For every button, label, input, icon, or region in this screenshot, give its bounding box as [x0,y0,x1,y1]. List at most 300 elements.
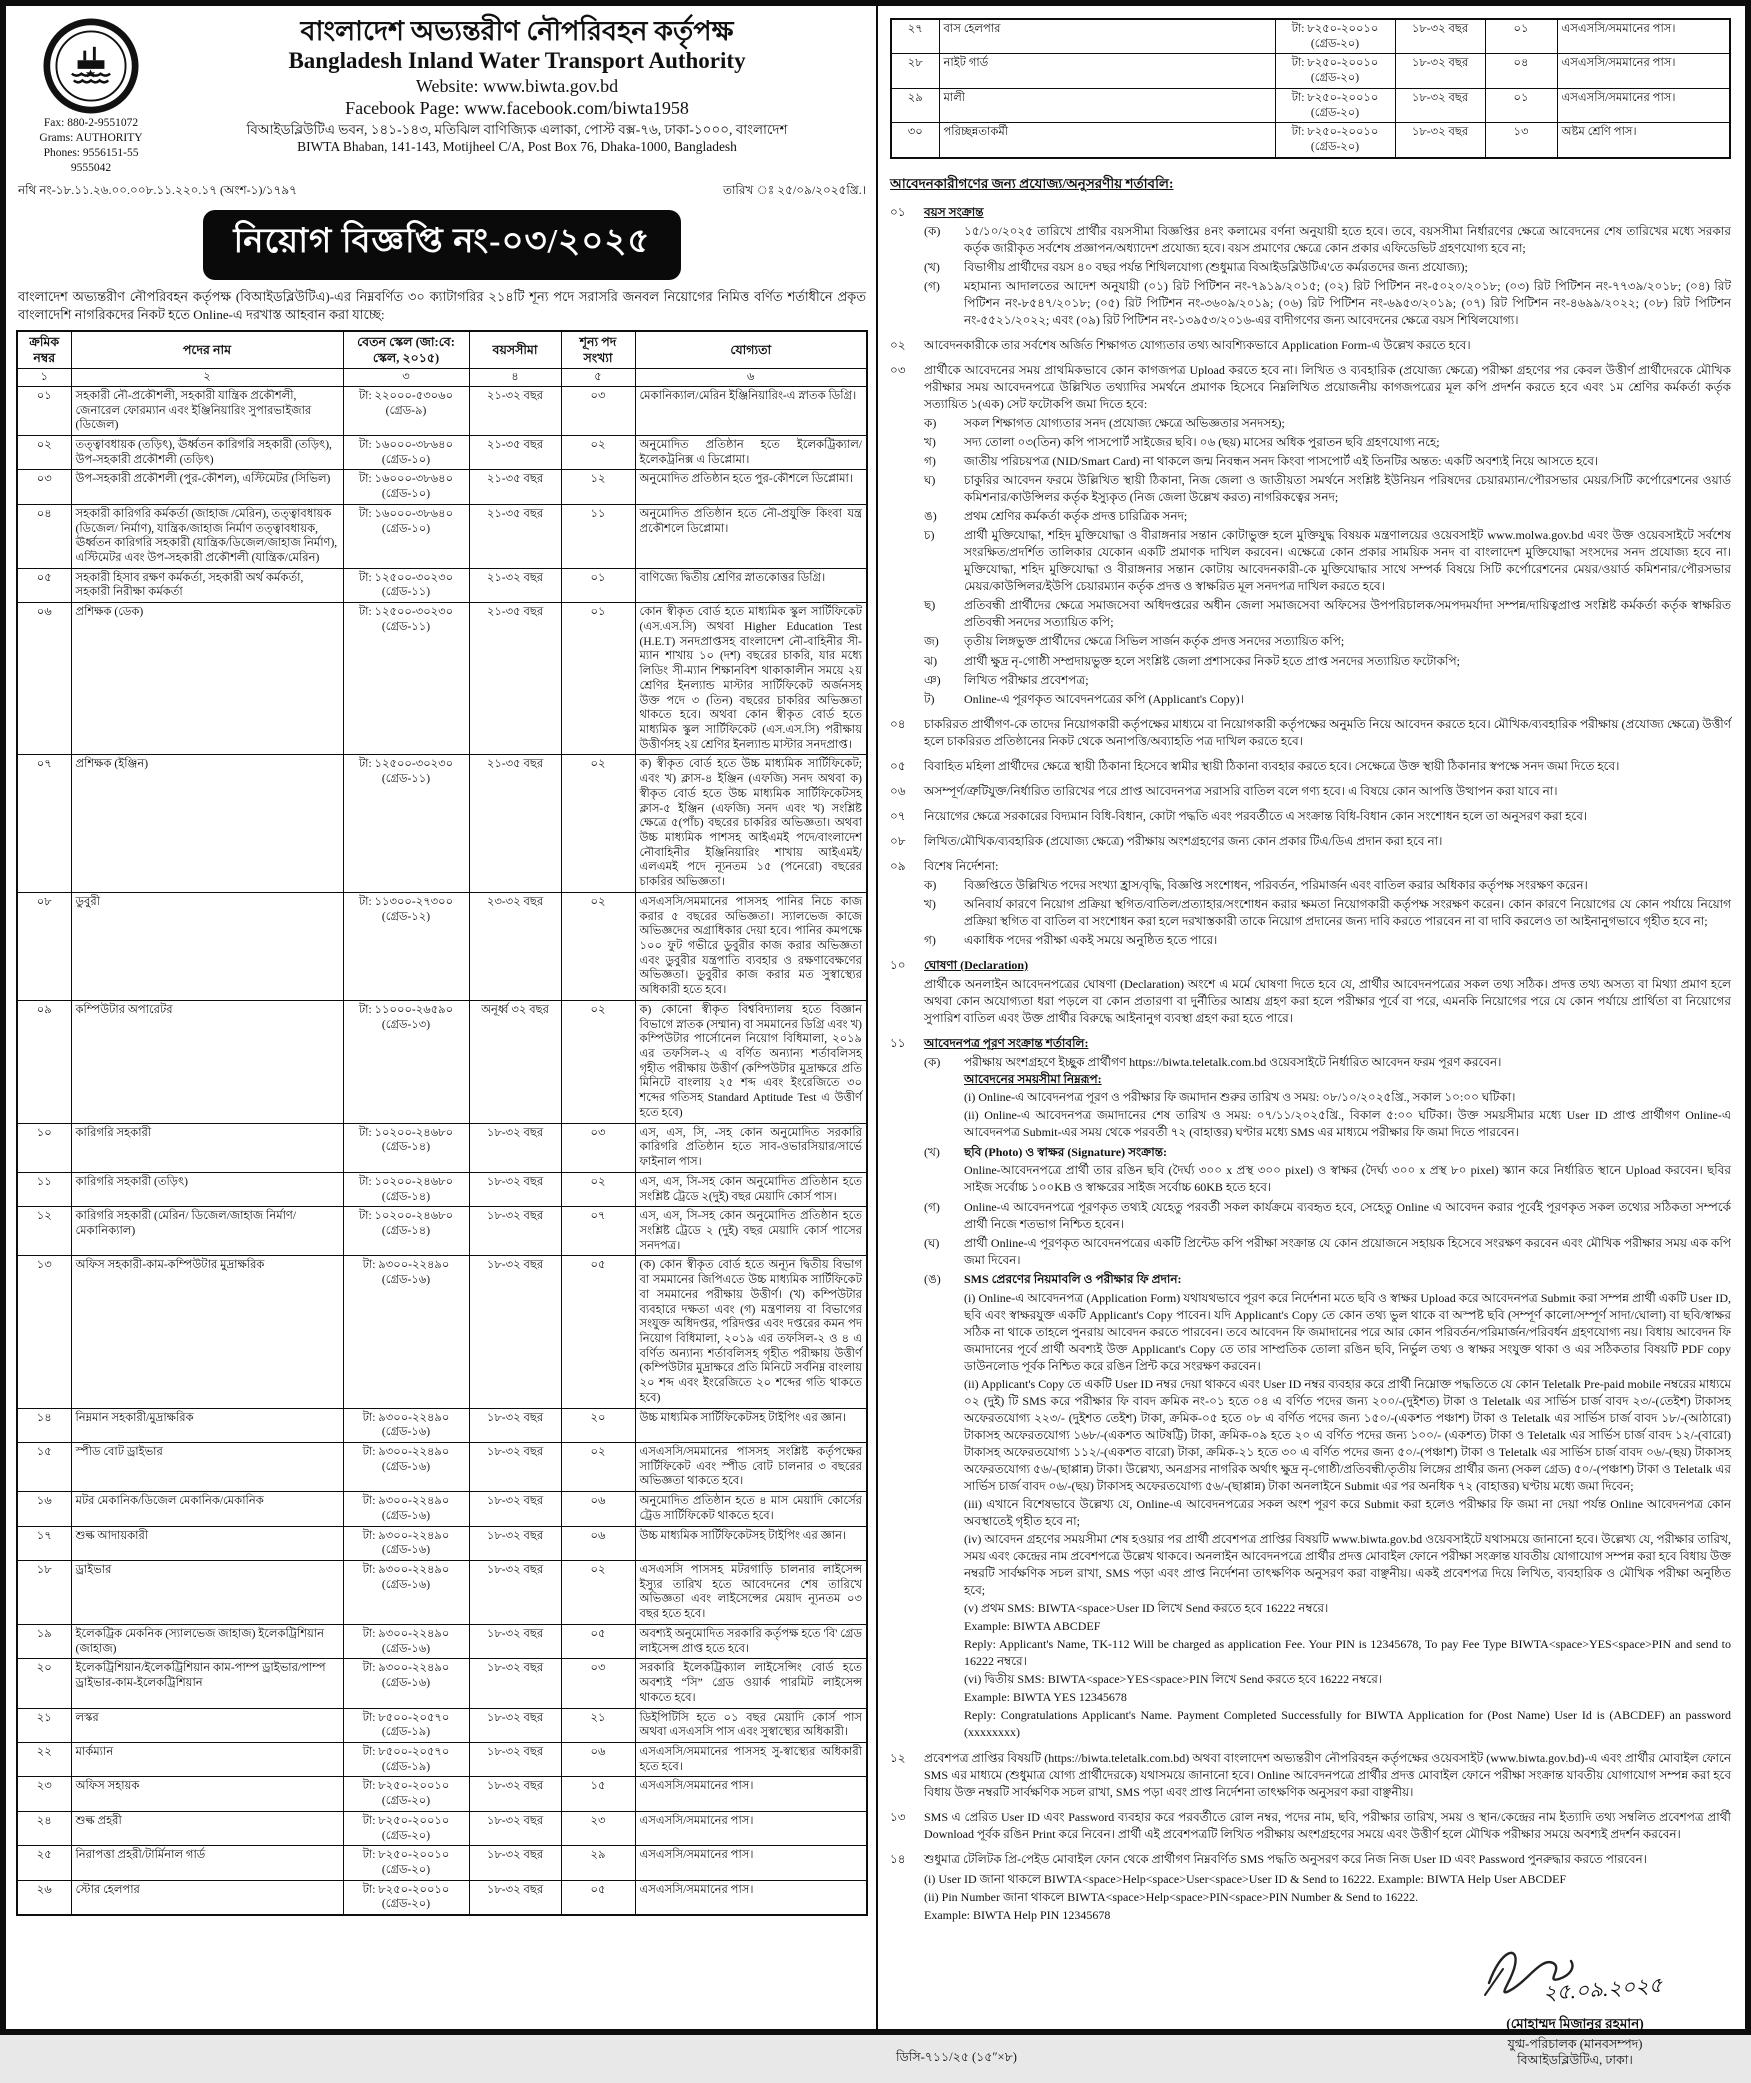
sub-item-body [964,932,1731,949]
cell-vacancy: ০১ [561,568,635,602]
memo-number: নথি নং-১৮.১১.২৬.০০.০০৮.১১.২২০.১৭ (অংশ-১)/১৭৯৭ [18,182,297,197]
cell-serial: ১৪ [17,1408,71,1442]
condition-sub-item [924,453,1731,470]
position-row [17,1811,867,1845]
sub-item-text: Online-এ আবেদনপত্রে পূরণকৃত তথ্যই যেহেতু পরবর্তী সকল কার্যক্রমে ব্যবহৃত হবে, সেহেতু Online এ আবেদন করার পূর্বেই পূরণকৃত সকল তথ্যের সঠিকতা সম্পর্কে প্রার্থী নিজে শতভাগ নিশ্চিত হবেন। [964,1200,1731,1232]
pay-scale-grade: (গ্রেড-১১) [381,586,431,599]
cell-qualification: বাণিজ্যে দ্বিতীয় শ্রেণির স্নাতকোত্তর ডিগ্রি। [635,568,867,602]
sub-item-body [964,1199,1731,1233]
cell-pay-scale [1275,88,1395,122]
pay-scale-amount: টা: ৯৩০০-২২৪৯০ [362,1529,450,1542]
cell-pay-scale [343,1624,469,1658]
footer-code: ডিসি-৭১১/২৫ (১৫″×৮) [896,2050,1017,2065]
cell-serial: ০৮ [17,892,71,1000]
cell-pay-scale [1275,19,1395,54]
condition-body [924,758,1731,777]
signature-art [1465,1939,1685,2013]
cell-post-name: ড্রাইভার [71,1561,343,1625]
cell-age-limit: ১৮-৩২ বছর [469,1172,561,1206]
sub-item-heading: ছবি (Photo) ও স্বাক্ষর (Signature) সংক্রান্ত: [964,1145,1167,1160]
condition-sub-item [924,1144,1731,1197]
grams-line: Grams: AUTHORITY [39,131,143,144]
sub-item-label: (ক) [924,223,941,238]
cell-qualification: এসএসসি/সমমানের পাসসহ সু-স্বাস্থ্যের অধিকারী হতে হবে। [635,1742,867,1776]
condition-number: ১৩ [890,1810,906,1825]
pay-scale-grade: (গ্রেড-১৪) [381,1190,431,1203]
cell-post-name: মটর মেকানিক/ডিজেল মেকানিক/মেকানিক [71,1492,343,1526]
cell-post-name: সহকারী নৌ-প্রকৌশলী, সহকারী যান্ত্রিক প্রকৌশলী, জেনারেল ফোরম্যান এবং ইঞ্জিনিয়ারিং সুপারভাইজার (ডিজেল) [71,386,343,435]
pay-scale-amount: টা: ৮২৫০-২০০১০ [362,1849,450,1862]
cell-serial: ১৩ [17,1256,71,1408]
condition-body [924,362,1731,710]
sub-item-label: ঙ) [924,509,937,524]
cell-vacancy: ১২ [561,470,635,504]
cell-vacancy: ০৪ [1485,54,1557,88]
pay-scale-amount: টা: ৮২৫০-২০০১০ [1291,57,1379,70]
cell-pay-scale [343,1742,469,1776]
fax-line: Fax: 880-2-9551072 [43,117,139,129]
pay-scale-amount: টা: ৯৩০০-২২৪৯০ [362,1411,450,1424]
pay-scale-grade: (গ্রেড-১৬) [381,1274,431,1287]
condition-sub-item [924,223,1731,257]
cell-post-name: নাইট গার্ড [939,54,1275,88]
position-row [17,1561,867,1625]
cell-qualification: ডিইপিটিসি হতে ০১ বছর মেয়াদি কোর্স পাস অথবা এসএসসি পাস এবং সুস্বাস্থ্যের অধিকারী। [635,1708,867,1742]
pay-scale-amount: টা: ৯৩০০-২২৪৯০ [362,1259,450,1272]
address-bn: বিআইডব্লিউটিএ ভবন, ১৪১-১৪৩, মতিঝিল বাণিজ্যিক এলাকা, পোস্ট বক্স-৭৬, ঢাকা-১০০০, বাংলাদেশ [246,121,788,137]
cell-serial: ৩০ [891,123,939,158]
cell-vacancy: ০৩ [561,1659,635,1708]
cell-qualification: এস, এস, সি-সহ কোন অনুমোদিত প্রতিষ্ঠান হতে সংশ্লিষ্ট ট্রেডে ২ (দুই) বছর মেয়াদি কোর্স পাসের সনদপত্র। [635,1207,867,1256]
condition-item [890,716,1731,752]
condition-body [924,337,1731,356]
cell-pay-scale [343,1123,469,1172]
position-row [891,123,1730,158]
position-row [17,1624,867,1658]
notice-title-badge: নিয়োগ বিজ্ঞপ্তি নং-০৩/২০২৫ [203,210,680,280]
sub-item-line: Reply: Congratulations Applicant's Name. Payment Completed Successfully for BIWTA Application for (Post Name) User Id is (ABCDEF) an password (xxxxxxxx) [964,1708,1731,1740]
cell-post-name: কারিগরি সহকারী [71,1123,343,1172]
position-row [17,1000,867,1123]
condition-item [890,337,1731,356]
cell-serial: ১৬ [17,1492,71,1526]
pay-scale-grade: (গ্রেড-২০) [381,1795,431,1808]
sub-item-text: সকল শিক্ষাগত যোগ্যতার সনদ (প্রযোজ্য ক্ষেত্রে অভিজ্ঞতার সনদসহ); [964,416,1285,431]
cell-age-limit: ১৮-৩২ বছর [1395,88,1485,122]
position-row [891,88,1730,122]
sub-item-label: ট) [924,691,935,706]
cell-age-limit: ১৮-৩২ বছর [469,1846,561,1880]
position-row [17,1526,867,1560]
cell-age-limit: ২১-৩৫ বছর [469,504,561,568]
condition-number: ১০ [890,957,906,972]
position-row [17,568,867,602]
condition-body [924,833,1731,852]
positions-table-left [16,330,868,1916]
col-header-age: বয়সসীমা [469,331,561,369]
cell-pay-scale [343,1000,469,1123]
condition-heading: আবেদনপত্র পূরণ সংক্রান্ত শর্তাবলি: [924,1036,1089,1051]
sub-item-text: সদ্য তোলা ০৩(তিন) কপি পাসপোর্ট সাইজের ছবি। ০৬ (ছয়) মাসের অধিক পুরাতন ছবি গ্রহণযোগ্য নহে; [964,435,1440,450]
cell-age-limit: ১৮-৩২ বছর [469,1811,561,1845]
position-row [17,1742,867,1776]
condition-sub-item [924,932,1731,949]
pay-scale-grade: (গ্রেড-১০) [381,488,431,501]
pay-scale-grade: (গ্রেড-২০) [1310,141,1360,154]
cell-qualification: অনুমোদিত প্রতিষ্ঠান হতে পুর-কৌশলে ডিপ্লোমা। [635,470,867,504]
sub-item-text: প্রার্থী মুক্তিযোদ্ধা, শহিদ মুক্তিযোদ্ধা ও বীরাঙ্গনার সন্তান কোটাভুক্ত হলে মুক্তিযুদ্ধ বিষয়ক মন্ত্রণালয়ের ওয়েবসাইট www.molwa.gov.bd এবং উক্ত ওয়েবসাইটে সর্বশেষ সংরক্ষিত/প্রদর্শিত তালিকার যেকোন একটি প্রমাণক দাখিল করবেন। এক্ষেত্রে কোন প্রকার সাময়িক সনদ বা বাংলাদেশ মুক্তিযোদ্ধা সংসদের সনদ প্রযোজ্য হবে না। মুক্তিযোদ্ধা, শহিদ মুক্তিযোদ্ধা ও বীরাঙ্গনার সন্তান কোটায় আবেদনকারী-কে মুক্তিযোদ্ধার সাথে সম্পর্ক বিষয়ে সিটি কর্পোরেশনের মেয়র/ওয়ার্ড কমিশনার/পৌরসভার মেয়র/কাউন্সিলর/ইউপি চেয়ারম্যান কর্তৃক প্রদত্ত ও স্বাক্ষরিত মূল সনদপত্র দাখিল করতে হবে। [964,528,1731,594]
cell-pay-scale [343,1408,469,1442]
condition-text: বিবাহিত মহিলা প্রার্থীদের ক্ষেত্রে স্থায়ী ঠিকানা হিসেবে স্বামীর স্থায়ী ঠিকানা ব্যবহার করতে হবে। সেক্ষেত্রে উক্ত স্থায়ী ঠিকানার স্বপক্ষে সনদ জমা দিতে হবে। [924,758,1620,773]
position-row [17,1172,867,1206]
cell-vacancy: ২০ [561,1408,635,1442]
cell-vacancy: ০২ [561,1561,635,1625]
condition-line: Example: BIWTA Help PIN 12345678 [924,1907,1111,1922]
sub-item-body [964,434,1731,451]
cell-post-name: স্টোর হেলপার [71,1880,343,1915]
sub-item-text: প্রতিবন্ধী প্রার্থীদের ক্ষেত্রে সমাজসেবা অধিদপ্তরের অধীন জেলা সমাজসেবা অফিসের উপপরিচালক/সমপদমর্যাদা সম্পন্ন/দায়িত্বপ্রাপ্ত সংশ্লিষ্ট কর্মকর্তা কর্তৃক স্বাক্ষরিত প্রতিবন্ধী সনদের সত্যায়িত কপি; [964,598,1731,630]
sub-item-line: (i) Online-এ আবেদনপত্র পূরণ ও পরীক্ষার ফি জমাদান শুরুর তারিখ ও সময়: ০৮/১০/২০২৫খ্রি., সকাল ১০:০০ ঘটিকা। [964,1090,1516,1105]
cell-age-limit: ১৮-৩২ বছর [469,1742,561,1776]
sub-item-text: ১৫/১০/২০২৫ তারিখে প্রার্থীর বয়সসীমা বিজ্ঞপ্তির ৪নং কলামের বর্ণনা অনুযায়ী হতে হবে। তবে, বয়সসীমা নির্ধারণের ক্ষেত্রে আবেদনের শেষ তারিখের মধ্যে সরকার কর্তৃক জারীকৃত সর্বশেষ প্রজ্ঞাপন/অধ্যাদেশ প্রযোজ্য হবে। বয়স প্রমাণের ক্ষেত্রে কোন প্রকার এফিডেভিট গ্রহণযোগ্য হবে না; [964,223,1731,255]
condition-sub-item [924,691,1731,708]
condition-heading: ঘোষণা (Declaration) [924,957,1029,972]
condition-text: অসম্পূর্ণ/ত্রুটিযুক্ত/নির্ধারিত তারিখের পরে প্রাপ্ত আবেদনপত্র সরাসরি বাতিল বলে গণ্য হবে। এ বিষয়ে কোন আপত্তি উত্থাপন করা যাবে না। [924,783,1558,798]
sub-item-line: (ii) Online-এ আবেদনপত্র জমাদানের শেষ তারিখ ও সময়: ০৭/১১/২০২৫খ্রি., বিকাল ৫:০০ ঘটিকা। উক্ত সময়সীমার মধ্যে User ID প্রাপ্ত প্রার্থীগণ Online-এ আবেদনপত্র Submit-এর সময় থেকে পরবর্তী ৭২ (বাহাত্তর) ঘণ্টার মধ্যে SMS এর মাধ্যমে পরীক্ষার ফি জমা দিতে পারবেন। [964,1108,1731,1140]
condition-item [890,957,1731,1029]
signatory-name: (মোহাম্মদ মিজানুর রহমান) [1506,2015,1644,2031]
cell-post-name: অফিস সহকারী-কাম-কম্পিউটার মুদ্রাক্ষরিক [71,1256,343,1408]
cell-qualification: এসএসসি পাসসহ মটরগাড়ি চালনার লাইসেন্স ইস্যুর তারিখ হতে আবেদনের শেষ তারিখে অভিজ্ঞতা এবং লাইসেন্সের মেয়াদ ন্যূনতম ০৩ বছর হতে হবে। [635,1561,867,1625]
positions-table-right-wrap [890,18,1731,159]
col-header-pay: বেতন স্কেল (জা:বে: স্কেল, ২০১৫) [343,331,469,369]
cell-age-limit: ২১-৩২ বছর [469,386,561,435]
cell-vacancy: ২৯ [561,1846,635,1880]
cell-serial: ০২ [17,436,71,470]
cell-vacancy: ০২ [561,1172,635,1206]
sub-item-body [964,653,1731,670]
condition-sub-item [924,1235,1731,1269]
org-name-bn: বাংলাদেশ অভ্যন্তরীণ নৌপরিবহন কর্তৃপক্ষ [300,16,734,46]
cell-age-limit: ২৩-৩২ বছর [469,892,561,1000]
condition-item [890,758,1731,777]
positions-table-right [890,18,1731,159]
condition-sub-item [924,1271,1731,1742]
pay-scale-amount: টা: ৮৫০০-২০৫৭০ [362,1745,450,1758]
position-row [17,1880,867,1915]
sub-item-body [964,527,1731,595]
pay-scale-amount: টা: ১২৫০০-৩০২৩০ [358,571,454,584]
pay-scale-amount: টা: ১২৫০০-৩০২৩০ [358,606,454,619]
biwta-seal-icon [43,18,139,114]
sub-item-label: খ) [924,896,936,911]
condition-sub-item [924,1054,1731,1142]
condition-sub-item [924,877,1731,894]
condition-body [924,957,1731,1029]
cell-vacancy: ০২ [561,892,635,1000]
cell-post-name: কারিগরি সহকারী (মেরিন/ ডিজেল/জাহাজ নির্মাণ/ মেকানিক্যাল) [71,1207,343,1256]
cell-qualification: এসএসসি/সমমানের পাস। [635,1811,867,1845]
cell-qualification: ক) কোনো স্বীকৃত বিশ্ববিদ্যালয় হতে বিজ্ঞান বিভাগে স্নাতক (সম্মান) বা সমমানের ডিগ্রি এবং খ) কম্পিউটার পার্সোনেল নিয়োগ বিধিমালা, ২০১৯ এর তফসিল-২ এ বর্ণিত অন্যান্য শর্তাবলিসহ গৃহীত পরীক্ষায় উত্তীর্ণ (কম্পিউটার মুদ্রাক্ষরে প্রতি মিনিটে বাংলায় ২৫ শব্দ এবং ইংরেজিতে ৩০ শব্দের গতিসহ Standard Aptitude Test এ উত্তীর্ণ হতে হবে) [635,1000,867,1123]
sub-item-label: ছ) [924,598,936,613]
conditions-title: আবেদনকারীগণের জন্য প্রযোজ্য/অনুসরণীয় শর্তাবলি: [890,175,1174,191]
condition-text: SMS এ প্রেরিত User ID এবং Password ব্যবহার করে পরবর্তীতে রোল নম্বর, পদের নাম, ছবি, পরীক্ষার তারিখ, সময় ও স্থান/কেন্দ্রের নাম ইত্যাদি তথ্য সম্বলিত প্রবেশপত্র প্রার্থী Download পূর্বক রঙিন Print করে নিবেন। প্রার্থী এই প্রবেশপত্রটি লিখিত পরীক্ষায় অংশগ্রহণের সময়ে এবং উত্তীর্ণ হলে মৌখিক পরীক্ষার সময়ে অবশ্যই প্রদর্শন করবেন। [924,1810,1731,1842]
cell-serial: ২৮ [891,54,939,88]
cell-pay-scale [343,1207,469,1256]
cell-post-name: অফিস সহায়ক [71,1777,343,1811]
cell-qualification: ক) স্বীকৃত বোর্ড হতে উচ্চ মাধ্যমিক সার্টিফিকেট; এবং খ) ক্লাস-৪ ইঞ্জিন (এফজি) সনদ অথবা ক) স্বীকৃত বোর্ড হতে উচ্চ মাধ্যমিক সার্টিফিকেটসহ ক্লাস-৫ ইঞ্জিন (এফজি) সনদ এবং খ) সংশ্লিষ্ট ক্ষেত্রে ৫(পাঁচ) বছরের চাকরির অভিজ্ঞতা। অথবা উচ্চ মাধ্যমিক পাশসহ আইএমই পদে/বাংলাদেশ নৌবাহিনীর ইঞ্জিনিয়ারিং শাখায় আইএমই/এলএমই পদে ন্যূনতম ১৫ (পনেরো) বছরের চাকরির অভিজ্ঞতা। [635,755,867,892]
sub-item-text: চাকুরির আবেদন ফরমে উল্লিখিত স্থায়ী ঠিকানা, নিজ জেলা ও জাতীয়তা সমর্থনে সংশ্লিষ্ট ইউনিয়ন পরিষদের চেয়ারম্যান/পৌরসভার মেয়র/সিটি কর্পোরেশনের ওয়ার্ড কমিশনার/কাউন্সিলর কর্তৃক ইস্যুকৃত (নিজ জেলা উল্লেখ করত) নাগরিকত্বের সনদ; [964,473,1731,505]
col-number: ৬ [635,369,867,387]
condition-item [890,783,1731,802]
col-number: ২ [71,369,343,387]
condition-sub-item [924,434,1731,451]
cell-vacancy: ০৫ [561,1624,635,1658]
cell-age-limit: অনূর্ধ্ব ৩২ বছর [469,1000,561,1123]
cell-serial: ০৭ [17,755,71,892]
sub-item-body [964,223,1731,257]
pay-scale-grade: (গ্রেড-৯) [385,404,427,417]
cell-serial: ১৯ [17,1624,71,1658]
pay-scale-grade: (গ্রেড-২০) [1310,106,1360,119]
condition-number: ০৭ [890,808,906,823]
cell-age-limit: ১৮-৩২ বছর [469,1659,561,1708]
cell-qualification: অবশ্যই অনুমোদিত সরকারি কর্তৃপক্ষ হতে 'বি' গ্রেড লাইসেন্স প্রাপ্ত হতে হবে। [635,1624,867,1658]
cell-qualification: উচ্চ মাধ্যমিক সার্টিফিকেটসহ টাইপিং এর জ্ঞান। [635,1526,867,1560]
position-row [17,1207,867,1256]
cell-qualification: (ক) কোন স্বীকৃত বোর্ড হতে অন্যূন দ্বিতীয় বিভাগ বা সমমানের জিপিএতে উচ্চ মাধ্যমিক সার্টিফিকেট বা সমমানের পরীক্ষায় উত্তীর্ণ। (খ) কম্পিউটার ব্যবহারে দক্ষতা এবং (গ) মন্ত্রণালয় বা বিভাগের সংযুক্ত অধিদপ্তর, পরিদপ্তর এবং দপ্তরের কমন পদ নিয়োগ বিধিমালা, ২০১৯ এর তফসিল-২ ও ৪ এ বর্ণিত অন্যান্য শর্তাবলিসহ গৃহীত পরীক্ষায় উত্তীর্ণ (কম্পিউটার মুদ্রাক্ষরে প্রতি মিনিটে সর্বনিম্ন বাংলায় ২০ শব্দ এবং ইংরেজিতে ২০ শব্দের গতি থাকতে হবে) [635,1256,867,1408]
pay-scale-amount: টা: ১৬০০০-৩৮৬৪০ [358,473,454,486]
condition-number: ০৪ [890,716,906,731]
cell-age-limit: ২১-৩৫ বছর [469,436,561,470]
condition-body [924,1851,1731,1924]
pay-scale-amount: টা: ১৬০০০-৩৮৬৪০ [358,439,454,451]
condition-body [924,808,1731,827]
cell-post-name: ইলেকট্রিক মেকনিক (স্যালভেজ জাহাজ) ইলেকট্রিশিয়ান (জাহাজ) [71,1624,343,1658]
cell-qualification: অনুমোদিত প্রতিষ্ঠান হতে নৌ-প্রযুক্তি কিংবা যন্ত্র প্রকৌশলে ডিপ্লোমা। [635,504,867,568]
position-row [17,1443,867,1492]
sub-item-label: (গ) [924,1200,940,1215]
condition-body [924,783,1731,802]
cell-age-limit: ২১-৩৫ বছর [469,755,561,892]
cell-serial: ১৫ [17,1443,71,1492]
column-number-row [17,369,867,387]
pay-scale-grade: (গ্রেড-১৬) [381,1509,431,1522]
condition-item [890,858,1731,951]
condition-sub-item [924,259,1731,276]
sub-item-label: গ) [924,932,936,947]
cell-vacancy: ০২ [561,1000,635,1123]
col-number: ৪ [469,369,561,387]
cell-pay-scale [343,1492,469,1526]
position-row [891,54,1730,88]
positions-rows-left [17,386,867,1915]
cell-pay-scale [343,1880,469,1915]
cell-pay-scale [1275,54,1395,88]
condition-number: ১২ [890,1751,906,1766]
cell-serial: ২০ [17,1659,71,1708]
notice-title-wrap [16,210,868,280]
sub-item-label: (খ) [924,1145,940,1160]
cell-vacancy: ০৭ [561,1207,635,1256]
condition-sub-item [924,633,1731,650]
pay-scale-amount: টা: ৯৩০০-২২৪৯০ [362,1564,450,1577]
facebook-line: Facebook Page: www.facebook.com/biwta1958 [345,98,689,119]
cell-serial: ১২ [17,1207,71,1256]
cell-pay-scale [343,755,469,892]
cell-serial: ২৩ [17,1777,71,1811]
signature-block [1465,1939,1685,2070]
cell-qualification: অনুমোদিত প্রতিষ্ঠান হতে ইলেকট্রিক্যাল/ইলেকট্রনিক্স এ ডিপ্লোমা। [635,436,867,470]
cell-age-limit: ১৮-৩২ বছর [469,1443,561,1492]
cell-vacancy: ০৬ [561,1526,635,1560]
signatory-org: বিআইডব্লিউটিএ, ঢাকা। [1517,2053,1633,2068]
pay-scale-grade: (গ্রেড-১৩) [381,1018,431,1031]
sub-item-body [964,1144,1731,1197]
condition-sub-item [924,1199,1731,1233]
condition-sub-item [924,527,1731,595]
cell-pay-scale [343,1561,469,1625]
sub-item-label: (ক) [924,1055,941,1070]
sub-item-label: (গ) [924,278,940,293]
position-row [17,1846,867,1880]
condition-text: আবেদনকারীকে তার সর্বশেষ অর্জিত শিক্ষাগত যোগ্যতার তথ্য আবশ্যিকভাবে Application Form-এ উল্লেখ করতে হবে। [924,337,1471,352]
condition-text: প্রার্থীকে আবেদনের সময় প্রাথমিকভাবে কোন কাগজপত্র Upload করতে হবে না। লিখিত ও ব্যবহারিক (প্রযোজ্য ক্ষেত্রে) পরীক্ষা গ্রহণের পর কেবল উত্তীর্ণ প্রার্থীদেরকে মৌখিক পরীক্ষার সময় আবেদনপত্রে উল্লিখিত তথ্যাদির সমর্থনে প্রমাণক হিসেবে নিম্নলিখিত প্রয়োজনীয় কাগজপত্রের মূল কপি প্রদর্শন করতে হবে এবং ১ম শ্রেণির কর্মকর্তা কর্তৃক সত্যায়িত ১(এক) সেট ফটোকপি জমা দিতে হবে: [924,363,1731,412]
condition-line: (i) User ID জানা থাকলে BIWTA<space>Help<space>User<space>User ID & Send to 16222. Example: BIWTA Help User ABCDEF [924,1871,1567,1886]
cell-age-limit: ১৮-৩২ বছর [469,1526,561,1560]
cell-age-limit: ১৮-৩২ বছর [469,1408,561,1442]
condition-item [890,1750,1731,1803]
cell-serial: ২২ [17,1742,71,1776]
cell-age-limit: ১৮-৩২ বছর [469,1207,561,1256]
right-column [878,6,1745,2068]
condition-body [924,204,1731,331]
col-header-vacancy: শূন্য পদ সংখ্যা [561,331,635,369]
pay-scale-grade: (গ্রেড-১১) [381,773,431,786]
cell-qualification: এসএসসি/সমমানের পাস। [635,1777,867,1811]
cell-vacancy: ১৫ [561,1777,635,1811]
col-number: ৩ [343,369,469,387]
sub-item-label: ক) [924,877,937,892]
sub-item-label: (খ) [924,259,940,274]
pay-scale-amount: টা: ১৬০০০-৩৮৬৪০ [358,507,454,520]
cell-serial: ১১ [17,1172,71,1206]
cell-post-name: সহকারী হিসাব রক্ষণ কর্মকর্তা, সহকারী অর্থ কর্মকর্তা, সহকারী নিরীক্ষা কর্মকর্তা [71,568,343,602]
sub-item-label: খ) [924,435,936,450]
condition-body [924,1809,1731,1845]
org-name-en: Bangladesh Inland Water Transport Authority [288,48,746,74]
left-column [6,6,878,2029]
cell-qualification: সরকারি ইলেকট্রিক্যাল লাইসেন্সিং বোর্ড হতে অবশ্যই “সি” গ্রেড ওয়ার্ক পারমিট লাইসেন্স থাকতে হবে। [635,1659,867,1708]
letterhead-left [16,14,166,176]
sub-item-body [964,633,1731,650]
pay-scale-grade: (গ্রেড-১১) [381,620,431,633]
cell-age-limit: ২১-৩২ বছর [469,568,561,602]
condition-line: (ii) Pin Number জানা থাকলে BIWTA<space>Help<space>PIN<space>PIN Number & Send to 16222. [924,1889,1419,1904]
sub-item-label: (ঘ) [924,1236,940,1251]
position-row [891,19,1730,54]
cell-serial: ২৬ [17,1880,71,1915]
cell-vacancy: ০২ [561,755,635,892]
condition-body [924,1035,1731,1744]
cell-age-limit: ১৮-৩২ বছর [469,1624,561,1658]
cell-post-name: তত্ত্বাবধায়ক (তড়িৎ), ঊর্ধ্বতন কারিগরি সহকারী (তড়িৎ), উপ-সহকারী প্রকৌশলী (তড়িৎ) [71,436,343,470]
cell-qualification: এসএসসি/সমমানের পাস। [1557,54,1730,88]
condition-item [890,833,1731,852]
pay-scale-grade: (গ্রেড-২০) [1310,72,1360,85]
pay-scale-amount: টা: ২২০০০-৫৩০৬০ [358,389,454,402]
conditions-list [890,204,1731,1931]
condition-number: ০১ [890,204,906,219]
sub-item-line: (iii) এখানে বিশেষভাবে উল্লেখ্য যে, Online-এ আবেদনপত্রের সকল অংশ পূরণ করে Submit করা হলেও পরীক্ষার ফি জমা না দেয়া পর্যন্ত Online আবেদনপত্র কোন অবস্থাতেই গৃহীত হবে না; [964,1496,1731,1528]
pay-scale-amount: টা: ১০২০০-২৪৬৮০ [358,1175,454,1188]
cell-vacancy: ০১ [561,603,635,755]
sub-item-text: তৃতীয় লিঙ্গভুক্ত প্রার্থীদের ক্ষেত্রে সিভিল সার্জন কর্তৃক প্রদত্ত সনদের সত্যায়িত কপি; [964,634,1345,649]
sub-item-line: (vi) দ্বিতীয় SMS: BIWTA<space>YES<space>PIN লিখে Send করতে হবে 16222 নম্বরে। [964,1672,1383,1687]
cell-post-name: কারিগরি সহকারী (তড়িৎ) [71,1172,343,1206]
cell-post-name: মালী [939,88,1275,122]
cell-pay-scale [343,1777,469,1811]
sub-item-text: জাতীয় পরিচয়পত্র (NID/Smart Card) না থাকলে জন্ম নিবন্ধন সনদ কিংবা পাসপোর্ট এই তিনটির অন্তত: একটি অবশ্যই নিয়ে আসতে হবে। [964,454,1599,469]
pay-scale-grade: (গ্রেড-২০) [381,1829,431,1842]
cell-pay-scale [343,1659,469,1708]
position-row [17,504,867,568]
cell-qualification: এসএসসি/সমমানের পাস। [635,1880,867,1915]
cell-post-name: কম্পিউটার অপারেটর [71,1000,343,1123]
condition-text: শুধুমাত্র টেলিটক প্রি-পেইড মোবাইল ফোন থেকে প্রার্থীগণ নিম্নবর্ণিত SMS পদ্ধতি অনুসরণ করে নিজ নিজ User ID এবং Password পুনরুদ্ধার করতে পারবেন। [924,1852,1647,1867]
sub-item-body [964,453,1731,470]
cell-pay-scale [343,1811,469,1845]
cell-serial: ২৪ [17,1811,71,1845]
positions-rows-right [891,19,1730,158]
sub-item-label: ঞ) [924,672,941,687]
cell-post-name: পরিচ্ছন্নতাকর্মী [939,123,1275,158]
cell-post-name: বাস হেলপার [939,19,1275,54]
pay-scale-amount: টা: ৯৩০০-২২৪৯০ [362,1495,450,1508]
cell-pay-scale [343,1443,469,1492]
cell-post-name: নিম্নমান সহকারী/মুদ্রাক্ষরিক [71,1408,343,1442]
sub-item-text: Online-এ পূরণকৃত আবেদনপত্রের কপি (Applicant's Copy)। [964,691,1244,706]
pay-scale-grade: (গ্রেড-১৬) [381,1677,431,1690]
cell-qualification: এসএসসি/সমমানের পাস। [1557,88,1730,122]
cell-serial: ২৫ [17,1846,71,1880]
sub-item-body [964,259,1731,276]
position-row [17,603,867,755]
cell-serial: ০৯ [17,1000,71,1123]
condition-sub-item [924,472,1731,506]
sub-item-body [964,508,1731,525]
cell-vacancy: ০১ [1485,19,1557,54]
cell-serial: ০৩ [17,470,71,504]
pay-scale-grade: (গ্রেড-২০) [381,1898,431,1911]
condition-text: চাকরিরত প্রার্থীগণ-কে তাদের নিয়োগকারী কর্তৃপক্ষের মাধ্যমে বা নিয়োগকারী কর্তৃপক্ষের অনুমতি নিয়ে আবেদন করতে হবে। মৌখিক/ব্যবহারিক পরীক্ষায় (প্রযোজ্য ক্ষেত্রে) উত্তীর্ণ হলে চাকরিরত প্রতিষ্ঠানের নিকট থেকে অনাপত্তি/অব্যাহতি পত্র দাখিল করতে হবে। [924,716,1731,748]
sub-item-label: গ) [924,454,936,469]
position-row [17,1123,867,1172]
sub-item-text: প্রার্থী ক্ষুদ্র নৃ-গোষ্ঠী সম্প্রদায়ভুক্ত হলে সংশ্লিষ্ট জেলা প্রশাসকের নিকট হতে প্রাপ্ত সনদের সত্যায়িত ফটোকপি; [964,653,1460,668]
condition-text: প্রবেশপত্র প্রাপ্তির বিষয়টি (https://biwta.teletalk.com.bd) অথবা বাংলাদেশ অভ্যন্তরীণ নৌপরিবহন কর্তৃপক্ষের ওয়েবসাইট (www.biwta.gov.bd)-এ এবং প্রার্থীর মোবাইল ফোনে SMS এর মাধ্যমে (শুধুমাত্র যোগ্য প্রার্থীদেরকে) যথাসময়ে জানানো হবে। Online আবেদনপত্রে প্রার্থীর প্রদত্ত মোবাইল ফোনে পরীক্ষা সংক্রান্ত যাবতীয় যোগাযোগ সম্পন্ন করা হবে বিধায় উক্ত নম্বরটি সার্বক্ষণিক সচল রাখা, SMS পড়া এবং প্রাপ্ত নির্দেশনা তাৎক্ষণিক অনুসরণ করা বাঞ্ছনীয়। [924,1751,1731,1800]
condition-body [924,858,1731,951]
condition-item [890,204,1731,331]
pay-scale-amount: টা: ১০২০০-২৪৬৮০ [358,1210,454,1223]
cell-vacancy: ০২ [561,436,635,470]
sub-item-body [964,877,1731,894]
position-row [17,1256,867,1408]
cell-age-limit: ১৮-৩২ বছর [1395,54,1485,88]
cell-pay-scale [343,603,469,755]
condition-item [890,1809,1731,1845]
sub-item-line: Online-আবেদনপত্রে প্রার্থী তার রঙিন ছবি (দৈর্ঘ্য ৩০০ x প্রস্থ ৩০০ pixel) ও স্বাক্ষর (দৈর্ঘ্য ৩০০ x প্রস্থ ৮০ pixel) স্ক্যান করে নির্ধারিত স্থানে Upload করবেন। ছবির সাইজ সর্বোচ্চ ১০০KB ও স্বাক্ষরের সাইজ সর্বোচ্চ 60KB হতে হবে। [964,1163,1731,1195]
cell-serial: ১৮ [17,1561,71,1625]
